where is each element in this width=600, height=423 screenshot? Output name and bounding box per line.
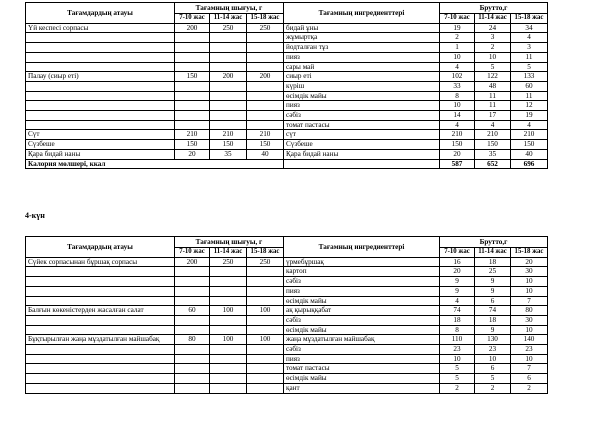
day-heading: 4-күн bbox=[25, 211, 45, 220]
brutto-cell: 2 bbox=[475, 383, 511, 393]
portion-cell bbox=[210, 62, 247, 72]
dish-cell bbox=[26, 296, 175, 306]
brutto-cell: 11 bbox=[511, 52, 548, 62]
ingredient-cell: Қара бидай наны bbox=[284, 149, 440, 159]
brutto-cell: 30 bbox=[511, 315, 548, 325]
portion-cell bbox=[210, 111, 247, 121]
ingredient-cell: пияз bbox=[284, 286, 440, 296]
dish-cell: Сүйек сорпасынан бұршақ сорпасы bbox=[26, 257, 175, 267]
dish-cell bbox=[26, 43, 175, 53]
brutto-cell: 210 bbox=[475, 130, 511, 140]
col-dish-name-header: Тағамдардың атауы bbox=[26, 237, 175, 258]
portion-cell: 60 bbox=[175, 306, 210, 316]
portion-cell bbox=[175, 286, 210, 296]
brutto-cell: 130 bbox=[475, 335, 511, 345]
brutto-cell: 24 bbox=[475, 23, 511, 33]
brutto-cell: 9 bbox=[475, 325, 511, 335]
dish-cell bbox=[26, 91, 175, 101]
brutto-cell: 40 bbox=[511, 149, 548, 159]
brutto-cell: 6 bbox=[475, 296, 511, 306]
brutto-cell: 20 bbox=[511, 257, 548, 267]
portion-cell: 100 bbox=[210, 335, 247, 345]
portion-cell: 150 bbox=[175, 72, 210, 82]
brutto-cell: 19 bbox=[511, 111, 548, 121]
table-row bbox=[26, 120, 548, 130]
portion-cell bbox=[247, 267, 284, 277]
ingredient-cell: картоп bbox=[284, 267, 440, 277]
portion-cell bbox=[175, 345, 210, 355]
portion-cell: 200 bbox=[210, 72, 247, 82]
brutto-cell: 5 bbox=[440, 374, 475, 384]
brutto-cell: 60 bbox=[511, 81, 548, 91]
brutto-cell: 6 bbox=[511, 374, 548, 384]
table-row bbox=[26, 345, 548, 355]
brutto-cell: 122 bbox=[475, 72, 511, 82]
portion-cell: 210 bbox=[175, 130, 210, 140]
portion-cell bbox=[210, 43, 247, 53]
brutto-cell: 10 bbox=[475, 354, 511, 364]
table-row bbox=[26, 140, 548, 150]
col-ingredients-header: Тағамның ингредиенттері bbox=[284, 237, 440, 258]
ingredient-cell: сары май bbox=[284, 62, 440, 72]
age-header: 7-10 жас bbox=[175, 248, 210, 258]
calorie-total-label: Калория мөлшері, ккал bbox=[26, 159, 284, 169]
table-row bbox=[26, 257, 548, 267]
dish-cell: Сүт bbox=[26, 130, 175, 140]
brutto-cell: 9 bbox=[475, 277, 511, 287]
col-brutto-header: Брутто,г bbox=[440, 237, 548, 248]
brutto-cell: 8 bbox=[440, 91, 475, 101]
brutto-cell: 5 bbox=[511, 62, 548, 72]
brutto-cell: 33 bbox=[440, 81, 475, 91]
col-dish-name-header: Тағамдардың атауы bbox=[26, 3, 175, 24]
dish-cell bbox=[26, 354, 175, 364]
brutto-cell: 110 bbox=[440, 335, 475, 345]
col-brutto-header: Брутто,г bbox=[440, 3, 548, 14]
portion-cell bbox=[175, 315, 210, 325]
ingredient-cell: томат пастасы bbox=[284, 364, 440, 374]
brutto-cell: 10 bbox=[511, 354, 548, 364]
table-row bbox=[26, 354, 548, 364]
dish-cell bbox=[26, 81, 175, 91]
portion-cell bbox=[247, 277, 284, 287]
brutto-cell: 150 bbox=[440, 140, 475, 150]
table-row bbox=[26, 111, 548, 121]
portion-cell: 40 bbox=[247, 149, 284, 159]
age-header: 15-18 жас bbox=[511, 14, 548, 24]
table-row bbox=[26, 23, 548, 33]
portion-cell bbox=[210, 296, 247, 306]
brutto-cell: 4 bbox=[440, 296, 475, 306]
brutto-cell: 23 bbox=[440, 345, 475, 355]
ingredient-cell: сәбіз bbox=[284, 315, 440, 325]
col-portion-header: Тағамның шығуы, г bbox=[175, 3, 284, 14]
portion-cell bbox=[175, 62, 210, 72]
portion-cell: 100 bbox=[247, 335, 284, 345]
ingredient-cell: сәбіз bbox=[284, 111, 440, 121]
portion-cell: 100 bbox=[247, 306, 284, 316]
portion-cell: 80 bbox=[175, 335, 210, 345]
portion-cell bbox=[247, 325, 284, 335]
brutto-cell: 18 bbox=[475, 257, 511, 267]
brutto-cell: 7 bbox=[511, 296, 548, 306]
brutto-cell: 9 bbox=[440, 286, 475, 296]
portion-cell bbox=[247, 315, 284, 325]
brutto-cell: 210 bbox=[511, 130, 548, 140]
table-row bbox=[26, 81, 548, 91]
portion-cell: 250 bbox=[210, 23, 247, 33]
table-row bbox=[26, 296, 548, 306]
ingredient-cell: йодталған тұз bbox=[284, 43, 440, 53]
portion-cell bbox=[247, 120, 284, 130]
ingredient-cell: пияз bbox=[284, 354, 440, 364]
brutto-cell: 133 bbox=[511, 72, 548, 82]
portion-cell: 150 bbox=[247, 140, 284, 150]
brutto-cell: 150 bbox=[475, 140, 511, 150]
dish-cell bbox=[26, 62, 175, 72]
dish-cell: Қара бидай наны bbox=[26, 149, 175, 159]
menu-table-day4 bbox=[25, 236, 548, 394]
portion-cell bbox=[175, 52, 210, 62]
portion-cell: 210 bbox=[247, 130, 284, 140]
brutto-cell: 20 bbox=[440, 149, 475, 159]
brutto-cell: 30 bbox=[511, 267, 548, 277]
brutto-cell: 4 bbox=[511, 120, 548, 130]
ingredient-cell: бидай ұны bbox=[284, 23, 440, 33]
portion-cell: 250 bbox=[210, 257, 247, 267]
brutto-cell: 19 bbox=[440, 23, 475, 33]
portion-cell bbox=[175, 267, 210, 277]
empty-cell bbox=[284, 159, 440, 169]
ingredient-cell: пияз bbox=[284, 101, 440, 111]
portion-cell bbox=[175, 91, 210, 101]
portion-cell bbox=[175, 354, 210, 364]
table-header-row bbox=[26, 237, 548, 248]
portion-cell bbox=[210, 383, 247, 393]
portion-cell bbox=[247, 286, 284, 296]
ingredient-cell: сәбіз bbox=[284, 277, 440, 287]
table-row bbox=[26, 383, 548, 393]
portion-cell bbox=[175, 111, 210, 121]
table-row bbox=[26, 277, 548, 287]
portion-cell: 100 bbox=[210, 306, 247, 316]
portion-cell: 250 bbox=[247, 257, 284, 267]
brutto-cell: 6 bbox=[475, 364, 511, 374]
brutto-cell: 3 bbox=[475, 33, 511, 43]
portion-cell bbox=[210, 120, 247, 130]
ingredient-cell: қант bbox=[284, 383, 440, 393]
age-header: 7-10 жас bbox=[440, 248, 475, 258]
portion-cell bbox=[210, 374, 247, 384]
portion-cell bbox=[175, 383, 210, 393]
portion-cell bbox=[210, 315, 247, 325]
dish-cell bbox=[26, 374, 175, 384]
dish-cell: Бұқтырылған жаңа мұздатылған майшабақ bbox=[26, 335, 175, 345]
portion-cell bbox=[175, 43, 210, 53]
portion-cell bbox=[175, 364, 210, 374]
col-ingredients-header: Тағамның ингредиенттері bbox=[284, 3, 440, 24]
portion-cell bbox=[210, 101, 247, 111]
ingredient-cell: сүт bbox=[284, 130, 440, 140]
table-body bbox=[26, 23, 548, 159]
portion-cell bbox=[210, 277, 247, 287]
brutto-cell: 3 bbox=[511, 43, 548, 53]
brutto-cell: 14 bbox=[440, 111, 475, 121]
brutto-cell: 34 bbox=[511, 23, 548, 33]
dish-cell bbox=[26, 267, 175, 277]
dish-cell bbox=[26, 101, 175, 111]
brutto-cell: 10 bbox=[511, 277, 548, 287]
dish-cell: Сүзбеше bbox=[26, 140, 175, 150]
brutto-cell: 74 bbox=[475, 306, 511, 316]
brutto-cell: 10 bbox=[511, 325, 548, 335]
portion-cell bbox=[210, 364, 247, 374]
col-portion-header: Тағамның шығуы, г bbox=[175, 237, 284, 248]
portion-cell bbox=[210, 267, 247, 277]
brutto-cell: 10 bbox=[475, 52, 511, 62]
brutto-cell: 12 bbox=[511, 101, 548, 111]
brutto-cell: 10 bbox=[511, 286, 548, 296]
brutto-cell: 140 bbox=[511, 335, 548, 345]
brutto-cell: 5 bbox=[475, 62, 511, 72]
portion-cell bbox=[175, 120, 210, 130]
portion-cell bbox=[175, 325, 210, 335]
age-header: 11-14 жас bbox=[475, 14, 511, 24]
age-header: 15-18 жас bbox=[247, 14, 284, 24]
brutto-cell: 210 bbox=[440, 130, 475, 140]
portion-cell bbox=[247, 374, 284, 384]
calorie-total-value: 652 bbox=[475, 159, 511, 169]
table-row bbox=[26, 52, 548, 62]
table-body bbox=[26, 257, 548, 393]
portion-cell bbox=[210, 52, 247, 62]
portion-cell bbox=[247, 52, 284, 62]
portion-cell bbox=[247, 111, 284, 121]
dish-cell bbox=[26, 286, 175, 296]
portion-cell bbox=[210, 91, 247, 101]
brutto-cell: 9 bbox=[475, 286, 511, 296]
dish-cell: Палау (сиыр еті) bbox=[26, 72, 175, 82]
portion-cell bbox=[247, 62, 284, 72]
brutto-cell: 5 bbox=[440, 364, 475, 374]
portion-cell bbox=[210, 325, 247, 335]
ingredient-cell: өсімдік майы bbox=[284, 325, 440, 335]
portion-cell: 35 bbox=[210, 149, 247, 159]
brutto-cell: 23 bbox=[511, 345, 548, 355]
portion-cell bbox=[247, 296, 284, 306]
ingredient-cell: пияз bbox=[284, 52, 440, 62]
table-row bbox=[26, 33, 548, 43]
portion-cell bbox=[210, 345, 247, 355]
brutto-cell: 4 bbox=[440, 120, 475, 130]
brutto-cell: 1 bbox=[440, 43, 475, 53]
brutto-cell: 18 bbox=[440, 315, 475, 325]
brutto-cell: 2 bbox=[440, 383, 475, 393]
dish-cell bbox=[26, 120, 175, 130]
brutto-cell: 10 bbox=[440, 101, 475, 111]
ingredient-cell: өсімдік майы bbox=[284, 296, 440, 306]
brutto-cell: 25 bbox=[475, 267, 511, 277]
portion-cell: 150 bbox=[175, 140, 210, 150]
table-header-row bbox=[26, 3, 548, 14]
dish-cell: Балғын көкеністерден жасалған салат bbox=[26, 306, 175, 316]
ingredient-cell: өсімдік майы bbox=[284, 91, 440, 101]
table-row bbox=[26, 62, 548, 72]
brutto-cell: 8 bbox=[440, 325, 475, 335]
age-header: 15-18 жас bbox=[511, 248, 548, 258]
dish-cell bbox=[26, 33, 175, 43]
brutto-cell: 17 bbox=[475, 111, 511, 121]
portion-cell bbox=[247, 383, 284, 393]
portion-cell bbox=[247, 81, 284, 91]
portion-cell bbox=[210, 81, 247, 91]
ingredient-cell: Сүзбеше bbox=[284, 140, 440, 150]
brutto-cell: 4 bbox=[511, 33, 548, 43]
dish-cell bbox=[26, 52, 175, 62]
portion-cell bbox=[175, 277, 210, 287]
brutto-cell: 4 bbox=[475, 120, 511, 130]
brutto-cell: 7 bbox=[511, 364, 548, 374]
brutto-cell: 16 bbox=[440, 257, 475, 267]
table-row bbox=[26, 315, 548, 325]
dish-cell bbox=[26, 325, 175, 335]
age-header: 7-10 жас bbox=[440, 14, 475, 24]
portion-cell: 200 bbox=[175, 257, 210, 267]
brutto-cell: 5 bbox=[475, 374, 511, 384]
portion-cell bbox=[247, 364, 284, 374]
brutto-cell: 102 bbox=[440, 72, 475, 82]
table-row bbox=[26, 72, 548, 82]
brutto-cell: 2 bbox=[475, 43, 511, 53]
portion-cell bbox=[247, 101, 284, 111]
portion-cell bbox=[247, 91, 284, 101]
brutto-cell: 10 bbox=[440, 52, 475, 62]
brutto-cell: 74 bbox=[440, 306, 475, 316]
brutto-cell: 9 bbox=[440, 277, 475, 287]
brutto-cell: 2 bbox=[511, 383, 548, 393]
ingredient-cell: сиыр еті bbox=[284, 72, 440, 82]
calorie-total-value: 696 bbox=[511, 159, 548, 169]
menu-table-day3 bbox=[25, 2, 548, 169]
table-row bbox=[26, 325, 548, 335]
age-header: 15-18 жас bbox=[247, 248, 284, 258]
ingredient-cell: өсімдік майы bbox=[284, 374, 440, 384]
dish-cell bbox=[26, 383, 175, 393]
dish-cell bbox=[26, 345, 175, 355]
brutto-cell: 18 bbox=[475, 315, 511, 325]
dish-cell bbox=[26, 277, 175, 287]
table-row bbox=[26, 130, 548, 140]
dish-cell bbox=[26, 315, 175, 325]
table-row bbox=[26, 335, 548, 345]
ingredient-cell: күріш bbox=[284, 81, 440, 91]
table-row bbox=[26, 286, 548, 296]
calorie-total-value: 587 bbox=[440, 159, 475, 169]
table-row bbox=[26, 149, 548, 159]
ingredient-cell: сәбіз bbox=[284, 345, 440, 355]
dish-cell bbox=[26, 111, 175, 121]
age-header: 11-14 жас bbox=[210, 14, 247, 24]
portion-cell: 200 bbox=[247, 72, 284, 82]
age-header: 11-14 жас bbox=[210, 248, 247, 258]
portion-cell: 200 bbox=[175, 23, 210, 33]
dish-cell: Үй кеспесі сорпасы bbox=[26, 23, 175, 33]
portion-cell bbox=[175, 81, 210, 91]
ingredient-cell: үрмебұршақ bbox=[284, 257, 440, 267]
brutto-cell: 4 bbox=[440, 62, 475, 72]
portion-cell bbox=[247, 345, 284, 355]
table-row bbox=[26, 43, 548, 53]
brutto-cell: 20 bbox=[440, 267, 475, 277]
table-row bbox=[26, 364, 548, 374]
portion-cell bbox=[247, 354, 284, 364]
portion-cell bbox=[247, 43, 284, 53]
age-header: 7-10 жас bbox=[175, 14, 210, 24]
portion-cell bbox=[175, 101, 210, 111]
ingredient-cell: томат пастасы bbox=[284, 120, 440, 130]
brutto-cell: 11 bbox=[475, 91, 511, 101]
portion-cell: 210 bbox=[210, 130, 247, 140]
portion-cell bbox=[210, 33, 247, 43]
portion-cell bbox=[210, 354, 247, 364]
calorie-total-row bbox=[26, 159, 548, 169]
portion-cell bbox=[175, 33, 210, 43]
table-row bbox=[26, 374, 548, 384]
portion-cell: 150 bbox=[210, 140, 247, 150]
table-row bbox=[26, 91, 548, 101]
brutto-cell: 23 bbox=[475, 345, 511, 355]
portion-cell bbox=[175, 374, 210, 384]
brutto-cell: 48 bbox=[475, 81, 511, 91]
brutto-cell: 150 bbox=[511, 140, 548, 150]
portion-cell: 20 bbox=[175, 149, 210, 159]
brutto-cell: 35 bbox=[475, 149, 511, 159]
ingredient-cell: ақ қырыққабат bbox=[284, 306, 440, 316]
brutto-cell: 80 bbox=[511, 306, 548, 316]
portion-cell: 250 bbox=[247, 23, 284, 33]
table-row bbox=[26, 306, 548, 316]
brutto-cell: 10 bbox=[440, 354, 475, 364]
dish-cell bbox=[26, 364, 175, 374]
portion-cell bbox=[210, 286, 247, 296]
brutto-cell: 2 bbox=[440, 33, 475, 43]
portion-cell bbox=[247, 33, 284, 43]
portion-cell bbox=[175, 296, 210, 306]
age-header: 11-14 жас bbox=[475, 248, 511, 258]
ingredient-cell: жаңа мұздатылған майшабақ bbox=[284, 335, 440, 345]
brutto-cell: 11 bbox=[475, 101, 511, 111]
ingredient-cell: жұмыртқа bbox=[284, 33, 440, 43]
table-row bbox=[26, 267, 548, 277]
brutto-cell: 11 bbox=[511, 91, 548, 101]
table-row bbox=[26, 101, 548, 111]
